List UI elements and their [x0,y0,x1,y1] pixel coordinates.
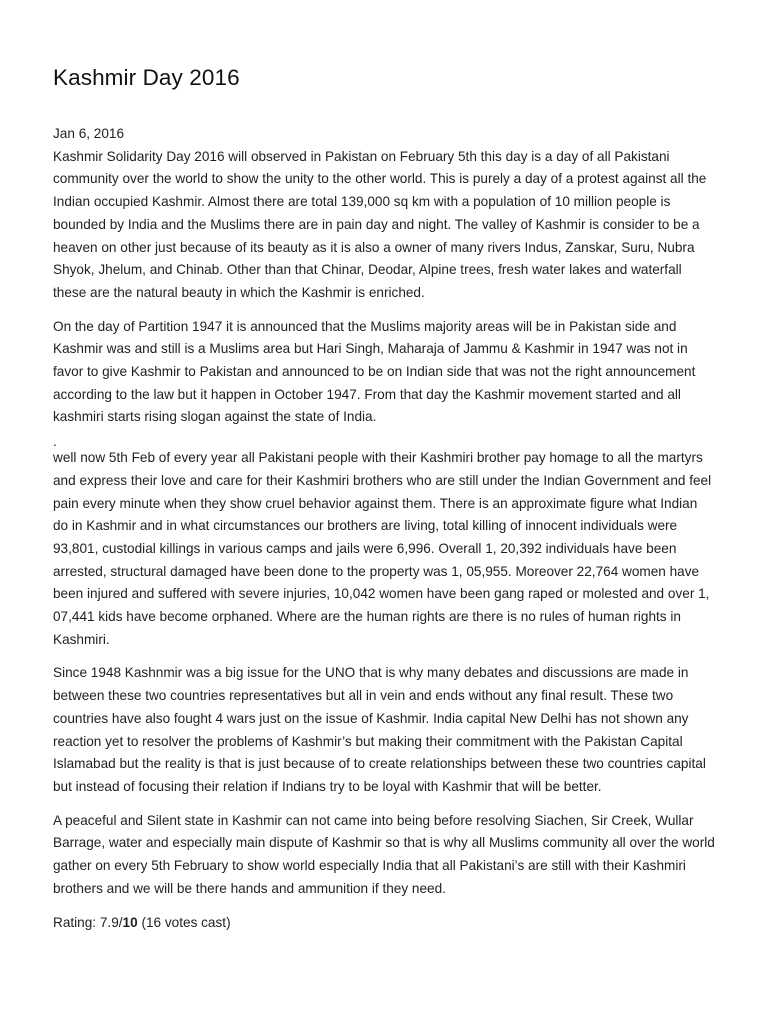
article-paragraph: well now 5th Feb of every year all Pakistani people with their Kashmiri brother pay homage to all the martyrs and express their love and care for their Kashmiri brothers who are still under the Indian Government and feel pain every minute when they show cruel behavior against them. There is an approximate figure what Indian do in Kashmir and in what circumstances our brothers are living, total killing of innocent individuals were 93,801, custodial killings in various camps and jails were 6,996. Overall 1, 20,392 individuals have been arrested, structural damaged have been done to the property was 1, 05,955. Moreover 22,764 women have been injured and suffered with severe injuries, 10,042 women have been gang raped or molested and over 1, 07,441 kids have become orphaned. Where are the human rights are there is no rules of human rights in Kashmiri. [53,450,712,647]
rating-line [53,912,716,935]
rating-votes: (16 votes cast) [137,914,231,930]
article-date: Jan 6, 2016 [53,126,125,141]
article-paragraph: A peaceful and Silent state in Kashmir can not came into being before resolving Siachen, Sir Creek, Wullar Barrage, water and especially main dispute of Kashmir so that is why all Muslims community all over the world gather on every 5th February to show world especially India that all Pakistani’s are still with their Kashmiri brothers and we will be there hands and ammunition if they need. [53,812,715,896]
article-title: Kashmir Day 2016 [53,65,240,90]
rating-score: 7.9/ [99,914,123,930]
article-paragraph: On the day of Partition 1947 it is announced that the Muslims majority areas will be in Pakistan side and Kashmir was and still is a Muslims area but Hari Singh, Maharaja of Jammu & Kashmir in 1947 was not in favor to give Kashmir to Pakistan and announced to be on Indian side that was not the right announcement according to the law but it happen in October 1947. From that day the Kashmir movement started and all kashmiri starts rising slogan against the state of India. [53,318,696,425]
paragraph-separator: . [53,434,57,450]
rating-max: 10 [122,914,138,930]
rating-label: Rating: [53,914,100,930]
article-paragraph: Since 1948 Kashnmir was a big issue for the UNO that is why many debates and discussions are made in between these two countries representatives but all in vein and ends without any final result. These two countries have also fought 4 wars just on the issue of Kashmir. India capital New Delhi has not shown any reaction yet to resolver the problems of Kashmir’s but making their commitment with the Pakistan Capital Islamabad but the reality is that is just because of to create relationships between these two countries capital but instead of focusing their relation if Indians try to be loyal with Kashmir that will be better. [53,665,706,794]
article-paragraph: Kashmir Solidarity Day 2016 will observed in Pakistan on February 5th this day is a day of all Pakistani community over the world to show the unity to the other world. This is purely a day of a protest against all the Indian occupied Kashmir. Almost there are total 139,000 sq km with a population of 10 million people is bounded by India and the Muslims there are in pain day and night. The valley of Kashmir is consider to be a heaven on other just because of its beauty as it is also a owner of many rivers Indus, Zanskar, Suru, Nubra Shyok, Jhelum, and Chinab. Other than that Chinar, Deodar, Alpine trees, fresh water lakes and waterfall these are the natural beauty in which the Kashmir is enriched. [53,148,707,300]
